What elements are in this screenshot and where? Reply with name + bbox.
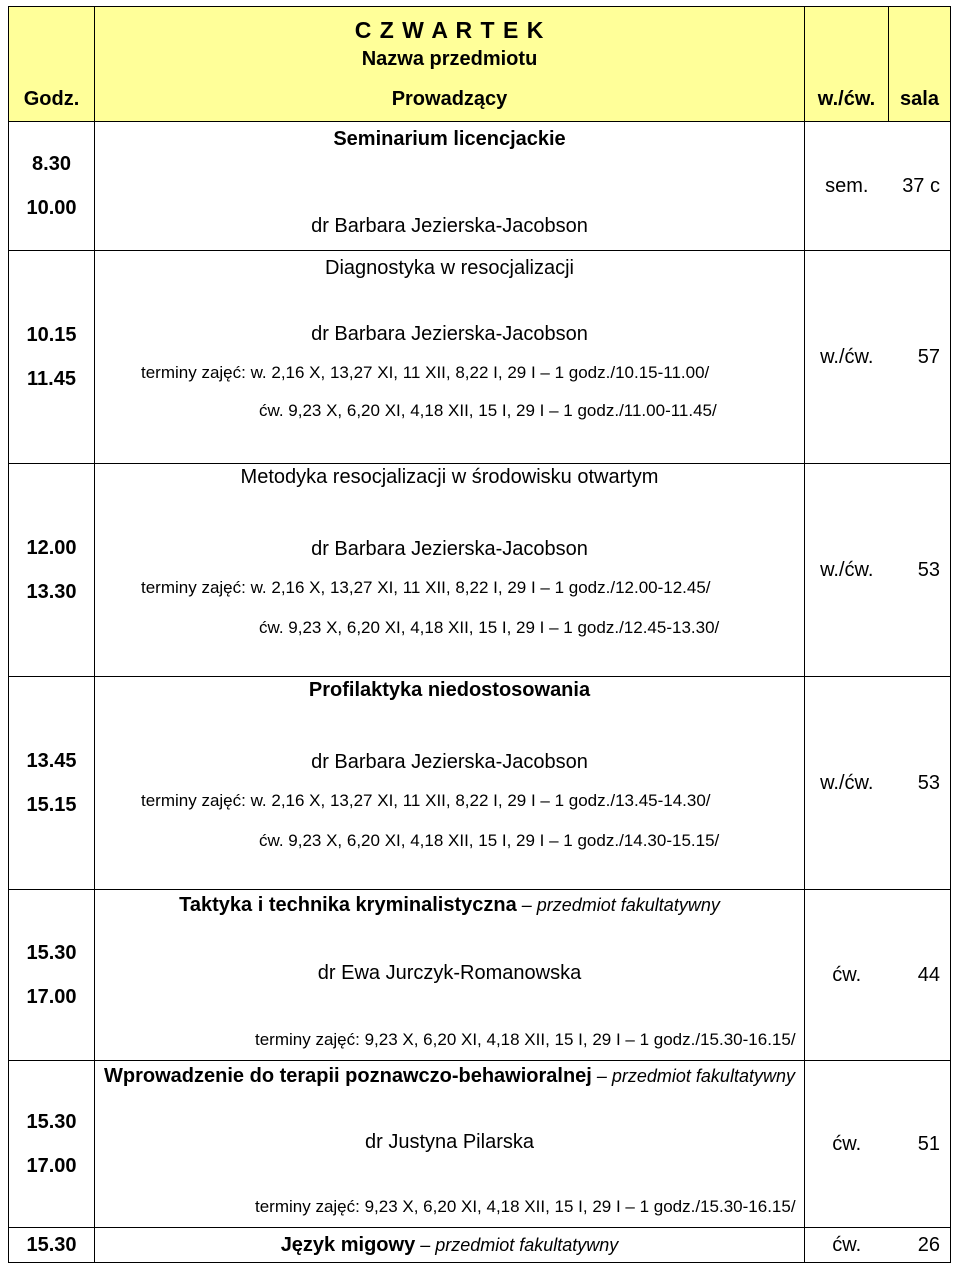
type-cell: ćw. xyxy=(805,1228,889,1263)
subject-title: Taktyka i technika kryminalistyczna xyxy=(179,894,517,916)
header-row-title xyxy=(9,7,951,78)
room-cell: 44 xyxy=(889,890,951,1061)
subject-name: Seminarium licencjackie xyxy=(333,128,566,150)
header-room-spacer xyxy=(889,7,951,78)
lecturer-column-header: Prowadzący xyxy=(95,77,805,122)
type-column-header: w./ćw. xyxy=(805,77,889,122)
start-time: 13.45 xyxy=(26,750,77,772)
subject-title: Język migowy xyxy=(280,1233,416,1256)
elective-note: – przedmiot fakultatywny xyxy=(591,1066,795,1086)
end-time: 17.00 xyxy=(26,986,77,1008)
room-cell: 53 xyxy=(889,677,951,890)
subject-cell xyxy=(95,1228,805,1263)
table-row xyxy=(9,677,951,890)
subject-cell xyxy=(95,890,805,1061)
type-cell: sem. xyxy=(805,122,889,251)
lecture-dates: terminy zajęć: w. 2,16 X, 13,27 XI, 11 XII, 8,22 I, 29 I – 1 godz./12.00-12.45/ xyxy=(141,578,711,597)
header-row-columns xyxy=(9,77,951,122)
end-time: 11.45 xyxy=(27,368,76,390)
lecturer-name: dr Barbara Jezierska-Jacobson xyxy=(311,323,588,345)
header-title-cell xyxy=(95,7,805,78)
start-time: 8.30 xyxy=(32,153,71,175)
room-cell: 37 c xyxy=(889,122,951,251)
schedule-page xyxy=(8,6,950,1268)
type-cell: ćw. xyxy=(805,890,889,1061)
room-cell: 51 xyxy=(889,1061,951,1228)
subject-cell xyxy=(95,122,805,251)
type-cell: w./ćw. xyxy=(805,251,889,464)
subject-name xyxy=(95,1065,804,1088)
lecturer-name: dr Barbara Jezierska-Jacobson xyxy=(311,215,588,237)
end-time: 17.00 xyxy=(26,1155,77,1177)
lecture-dates: terminy zajęć: w. 2,16 X, 13,27 XI, 11 XII, 8,22 I, 29 I – 1 godz./13.45-14.30/ xyxy=(141,791,711,810)
header-type-spacer xyxy=(805,7,889,78)
end-time: 13.30 xyxy=(26,581,77,603)
time-cell xyxy=(9,677,95,890)
godz-column-header: Godz. xyxy=(9,77,95,122)
lecturer-name: dr Justyna Pilarska xyxy=(365,1131,534,1153)
subject-name: Profilaktyka niedostosowania xyxy=(308,679,591,701)
room-cell: 53 xyxy=(889,464,951,677)
exercise-dates: ćw. 9,23 X, 6,20 XI, 4,18 XII, 15 I, 29 I – 1 godz./11.00-11.45/ xyxy=(259,401,717,420)
start-time: 15.30 xyxy=(26,942,77,964)
exercise-dates: ćw. 9,23 X, 6,20 XI, 4,18 XII, 15 I, 29 I – 1 godz./14.30-15.15/ xyxy=(259,831,720,850)
class-dates: terminy zajęć: 9,23 X, 6,20 XI, 4,18 XII, 15 I, 29 I – 1 godz./15.30-16.15/ xyxy=(255,1030,796,1049)
end-time: 15.15 xyxy=(26,794,77,816)
lecture-dates: terminy zajęć: w. 2,16 X, 13,27 XI, 11 XII, 8,22 I, 29 I – 1 godz./10.15-11.00/ xyxy=(141,363,710,382)
start-time: 15.30 xyxy=(26,1111,77,1133)
room-column-header: sala xyxy=(889,77,951,122)
room-cell: 57 xyxy=(889,251,951,464)
subject-column-header: Nazwa przedmiotu xyxy=(361,48,538,70)
start-time: 12.00 xyxy=(26,537,77,559)
elective-note: – przedmiot fakultatywny xyxy=(415,1234,619,1255)
schedule-table xyxy=(8,6,951,1263)
start-time: 10.15 xyxy=(26,324,77,346)
type-cell: ćw. xyxy=(805,1061,889,1228)
table-row xyxy=(9,1061,951,1228)
table-row xyxy=(9,1228,951,1263)
lecturer-name: dr Barbara Jezierska-Jacobson xyxy=(311,538,588,560)
lecturer-name: dr Ewa Jurczyk-Romanowska xyxy=(317,962,582,984)
subject-cell xyxy=(95,1061,805,1228)
day-title: C Z W A R T E K xyxy=(354,17,545,43)
subject-cell xyxy=(95,464,805,677)
table-row xyxy=(9,251,951,464)
end-time: 10.00 xyxy=(26,197,77,219)
subject-cell xyxy=(95,677,805,890)
subject-cell xyxy=(95,251,805,464)
subject-title: Wprowadzenie do terapii poznawczo-behawioralnej xyxy=(104,1065,592,1087)
room-cell: 26 xyxy=(889,1228,951,1263)
type-cell: w./ćw. xyxy=(805,464,889,677)
time-cell xyxy=(9,1228,95,1263)
time-cell xyxy=(9,464,95,677)
lecturer-name: dr Barbara Jezierska-Jacobson xyxy=(311,751,588,773)
subject-name xyxy=(95,894,804,917)
time-cell xyxy=(9,251,95,464)
time-cell xyxy=(9,122,95,251)
table-row xyxy=(9,890,951,1061)
header-godz-spacer xyxy=(9,7,95,78)
subject-name: Diagnostyka w resocjalizacji xyxy=(325,257,574,279)
table-row xyxy=(9,122,951,251)
table-row xyxy=(9,464,951,677)
exercise-dates: ćw. 9,23 X, 6,20 XI, 4,18 XII, 15 I, 29 I – 1 godz./12.45-13.30/ xyxy=(259,618,720,637)
time-cell xyxy=(9,1061,95,1228)
subject-name: Metodyka resocjalizacji w środowisku otwartym xyxy=(240,466,659,488)
time-cell xyxy=(9,890,95,1061)
elective-note: – przedmiot fakultatywny xyxy=(516,895,720,915)
type-cell: w./ćw. xyxy=(805,677,889,890)
class-dates: terminy zajęć: 9,23 X, 6,20 XI, 4,18 XII, 15 I, 29 I – 1 godz./15.30-16.15/ xyxy=(255,1197,796,1216)
start-time: 15.30 xyxy=(26,1234,77,1256)
